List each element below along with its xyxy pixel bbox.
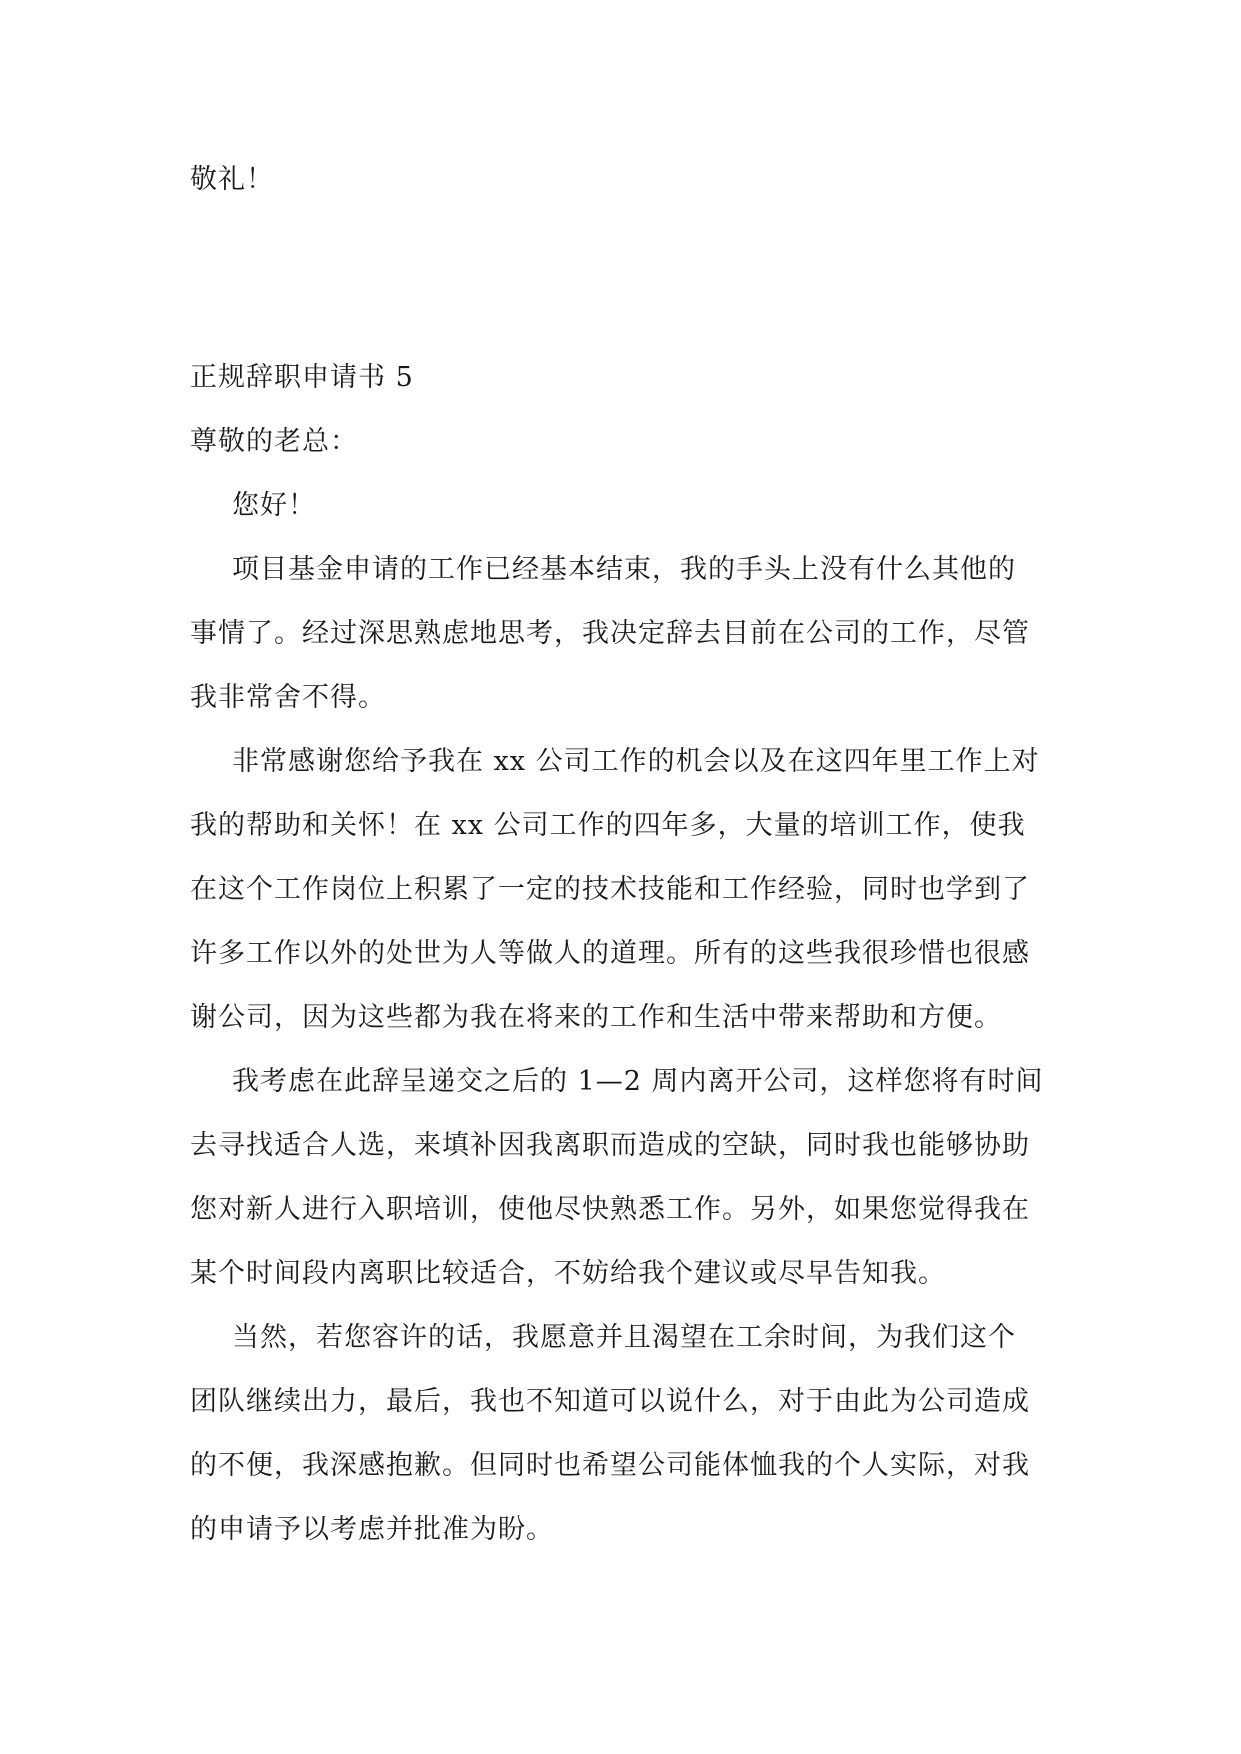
- paragraph-1-line-2: 事情了。经过深思熟虑地思考，我决定辞去目前在公司的工作，尽管: [190, 618, 1030, 649]
- paragraph-2-line-5: 谢公司，因为这些都为我在将来的工作和生活中带来帮助和方便。: [190, 1002, 1002, 1033]
- salutation: 尊敬的老总：: [190, 426, 358, 457]
- closing-salutation: 敬礼！: [190, 164, 274, 195]
- paragraph-4-line-4: 的申请予以考虑并批准为盼。: [190, 1514, 554, 1545]
- paragraph-3-line-4: 某个时间段内离职比较适合，不妨给我个建议或尽早告知我。: [190, 1258, 946, 1289]
- greeting: 您好！: [232, 490, 316, 521]
- paragraph-3-line-1: 我考虑在此辞呈递交之后的 1—2 周内离开公司，这样您将有时间: [232, 1066, 1044, 1097]
- paragraph-3-line-2: 去寻找适合人选，来填补因我离职而造成的空缺，同时我也能够协助: [190, 1130, 1030, 1161]
- paragraph-4-line-1: 当然，若您容许的话，我愿意并且渴望在工余时间，为我们这个: [232, 1322, 1016, 1353]
- letter-title: 正规辞职申请书 5: [190, 362, 414, 393]
- paragraph-2-line-3: 在这个工作岗位上积累了一定的技术技能和工作经验，同时也学到了: [190, 874, 1030, 905]
- paragraph-2-line-4: 许多工作以外的处世为人等做人的道理。所有的这些我很珍惜也很感: [190, 938, 1030, 969]
- paragraph-1-line-1: 项目基金申请的工作已经基本结束，我的手头上没有什么其他的: [232, 554, 1016, 585]
- paragraph-3-line-3: 您对新人进行入职培训，使他尽快熟悉工作。另外，如果您觉得我在: [190, 1194, 1030, 1225]
- paragraph-2-line-1: 非常感谢您给予我在 xx 公司工作的机会以及在这四年里工作上对: [232, 746, 1040, 777]
- paragraph-4-line-3: 的不便，我深感抱歉。但同时也希望公司能体恤我的个人实际，对我: [190, 1450, 1030, 1481]
- paragraph-2-line-2: 我的帮助和关怀！在 xx 公司工作的四年多，大量的培训工作，使我: [190, 810, 1026, 841]
- paragraph-1-line-3: 我非常舍不得。: [190, 682, 386, 713]
- paragraph-4-line-2: 团队继续出力，最后，我也不知道可以说什么，对于由此为公司造成: [190, 1386, 1030, 1417]
